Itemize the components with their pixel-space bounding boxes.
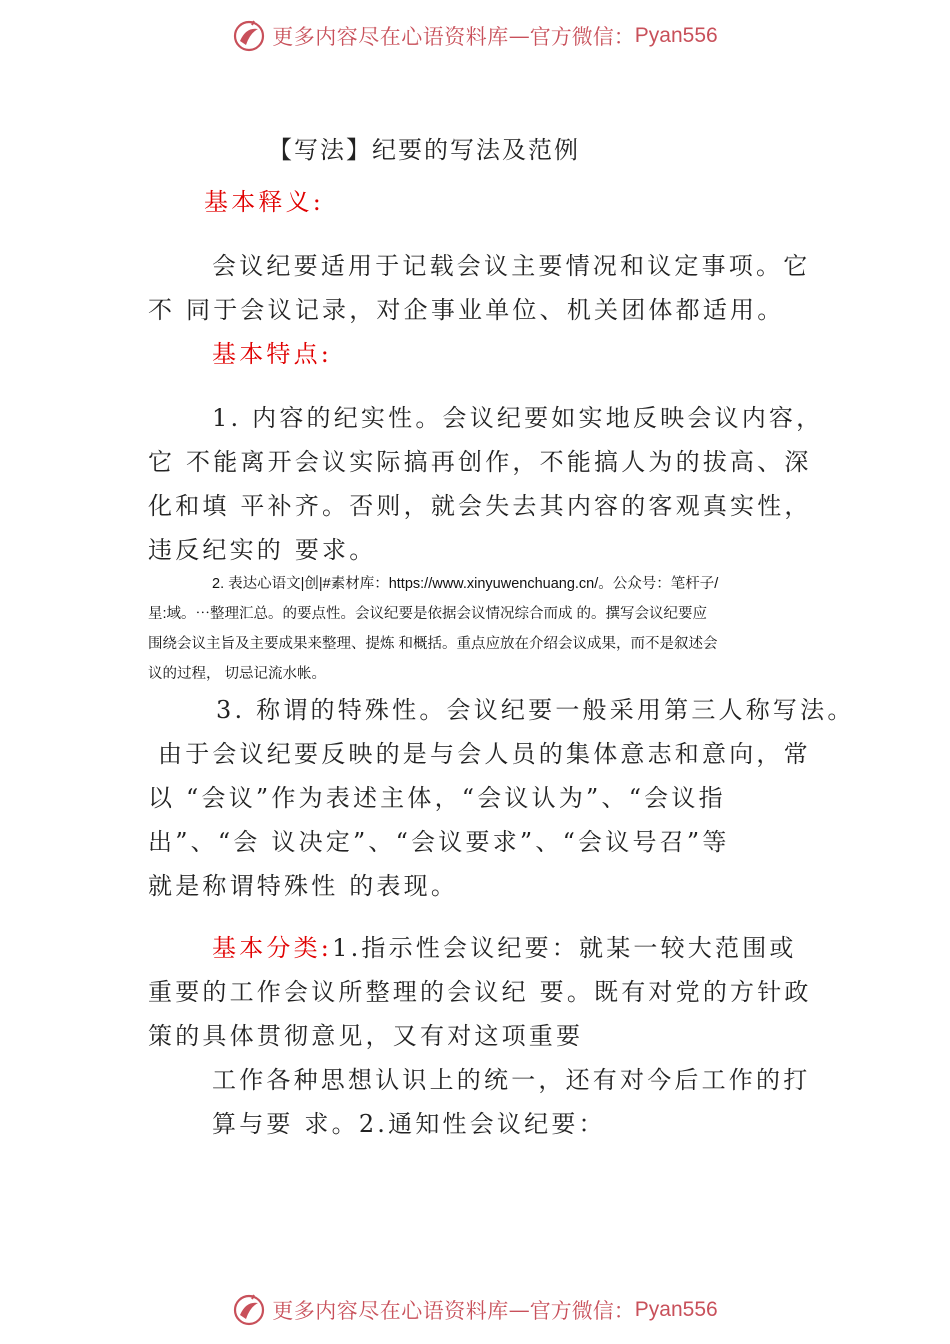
paragraph-line: 出”、“会 议决定”、“会议要求”、“会议号召”等: [148, 828, 730, 856]
section-heading-features: 基本特点:: [212, 340, 333, 368]
paragraph-line: 它 不能离开会议实际搞再创作，不能搞人为的拔高、深: [148, 448, 812, 476]
paragraph-line: 工作各种思想认识上的统一，还有对今后工作的打: [212, 1066, 811, 1094]
section-heading-classification: 基本分类:: [212, 934, 333, 962]
banner-wechat-label: 官方微信：: [529, 1299, 635, 1323]
paragraph-line: 以 “会议”作为表述主体，“会议认为”、“会议指: [148, 784, 726, 812]
paragraph-line: 会议纪要适用于记载会议主要情况和议定事项。它: [212, 252, 811, 280]
paragraph-line: 化和填 平补齐。否则，就会失去其内容的客观真实性，: [148, 492, 812, 520]
classification-first-line: [212, 928, 797, 963]
banner-wechat-label: 官方微信：: [529, 25, 635, 49]
logo-icon: [232, 19, 266, 53]
paragraph-line: 策的具体贯彻意见，又有对这项重要: [148, 1022, 584, 1050]
banner-text: 更多内容尽在心语资料库: [272, 25, 509, 49]
header-banner: [0, 16, 950, 56]
small-text-line: 2. 表达心语文|创|#素材库：https://www.xinyuwenchuang.cn/。公众号：笔杆子/: [212, 576, 719, 592]
paragraph-line: 违反纪实的 要求。: [148, 536, 377, 564]
footer-banner: [0, 1290, 950, 1330]
small-text-line: 议的过程， 切忌记流水帐。: [148, 666, 327, 682]
paragraph-line: 不 同于会议记录，对企事业单位、机关团体都适用。: [148, 296, 785, 324]
banner-text: 更多内容尽在心语资料库: [272, 1299, 509, 1323]
banner-dash: —: [508, 24, 530, 48]
paragraph-line: 重要的工作会议所整理的会议纪 要。既有对党的方针政: [148, 978, 812, 1006]
logo-icon: [232, 1293, 266, 1327]
paragraph-line: 由于会议纪要反映的是与会人员的集体意志和意向，常: [158, 740, 811, 768]
banner-dash: —: [508, 1298, 530, 1322]
banner-wechat-id: Pyan556: [634, 1298, 718, 1321]
small-text-line: 星:域。⋯整理汇总。的要点性。会议纪要是依据会议情况综合而成 的。撰写会议纪要应: [148, 606, 708, 622]
section-heading-definition: 基本释义:: [204, 188, 325, 216]
banner-wechat-id: Pyan556: [634, 24, 718, 47]
paragraph-line: 算与要 求。2.通知性会议纪要：: [212, 1110, 606, 1138]
classification-text: 1.指示性会议纪要：就某一较大范围或: [332, 934, 797, 962]
paragraph-line: 就是称谓特殊性 的表现。: [148, 872, 459, 900]
paragraph-line: 1. 内容的纪实性。会议纪要如实地反映会议内容，: [212, 404, 824, 432]
small-text-line: 围绕会议主旨及主要成果来整理、提炼 和概括。重点应放在介绍会议成果，而不是叙述会: [148, 636, 718, 652]
page-title: 【写法】纪要的写法及范例: [268, 136, 580, 164]
paragraph-line: 3. 称谓的特殊性。会议纪要一般采用第三人称写法。: [216, 696, 855, 724]
